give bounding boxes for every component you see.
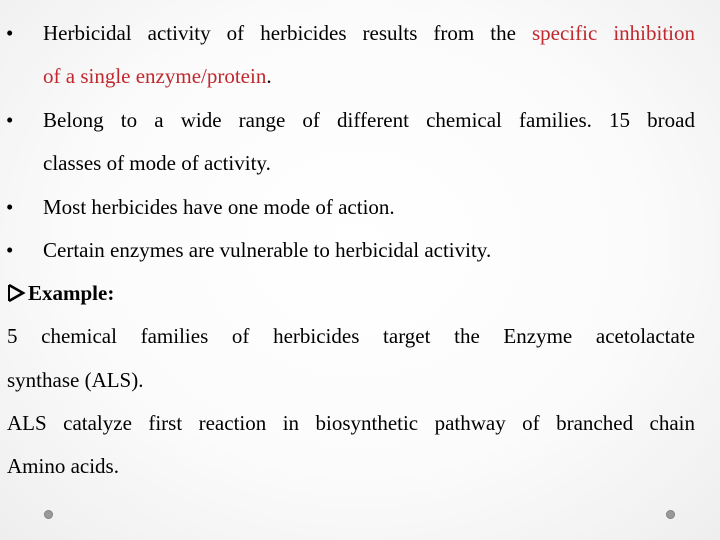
- example-heading-text: Example:: [28, 281, 115, 305]
- bullet-1-highlight: specific inhibition: [531, 21, 695, 45]
- bullet-marker: •: [6, 21, 14, 45]
- bullet-marker: •: [6, 238, 14, 262]
- bullet-marker: •: [6, 108, 14, 132]
- arrow-bullet-icon: [7, 283, 26, 303]
- circle-dot-icon: [666, 510, 675, 519]
- bullet-1-line-1: [43, 20, 695, 46]
- example-paragraph-2-line-2: Amino acids.: [7, 454, 119, 478]
- bullet-4-text: Certain enzymes are vulnerable to herbicidal activity.: [43, 238, 492, 262]
- example-paragraph-1-line-1: 5 chemical families of herbicides target the Enzyme acetolactate: [7, 324, 695, 348]
- example-paragraph-1-line-2: synthase (ALS).: [7, 368, 144, 392]
- bullet-2-line-2: classes of mode of activity.: [43, 151, 271, 175]
- bullet-1-tail: .: [266, 64, 272, 88]
- bullet-marker: •: [6, 195, 14, 219]
- example-paragraph-2-line-1: ALS catalyze first reaction in biosynthetic pathway of branched chain: [7, 411, 695, 435]
- example-heading: [7, 280, 114, 306]
- bullet-1-line-2: [43, 63, 272, 89]
- bullet-2-line-1: Belong to a wide range of different chemical families. 15 broad: [43, 108, 695, 132]
- bullet-3-text: Most herbicides have one mode of action.: [43, 195, 395, 219]
- bullet-1-highlight-2: of a single enzyme/protein: [43, 64, 267, 88]
- bullet-1-text: Herbicidal activity of herbicides results from the: [43, 21, 532, 45]
- circle-dot-icon: [44, 510, 53, 519]
